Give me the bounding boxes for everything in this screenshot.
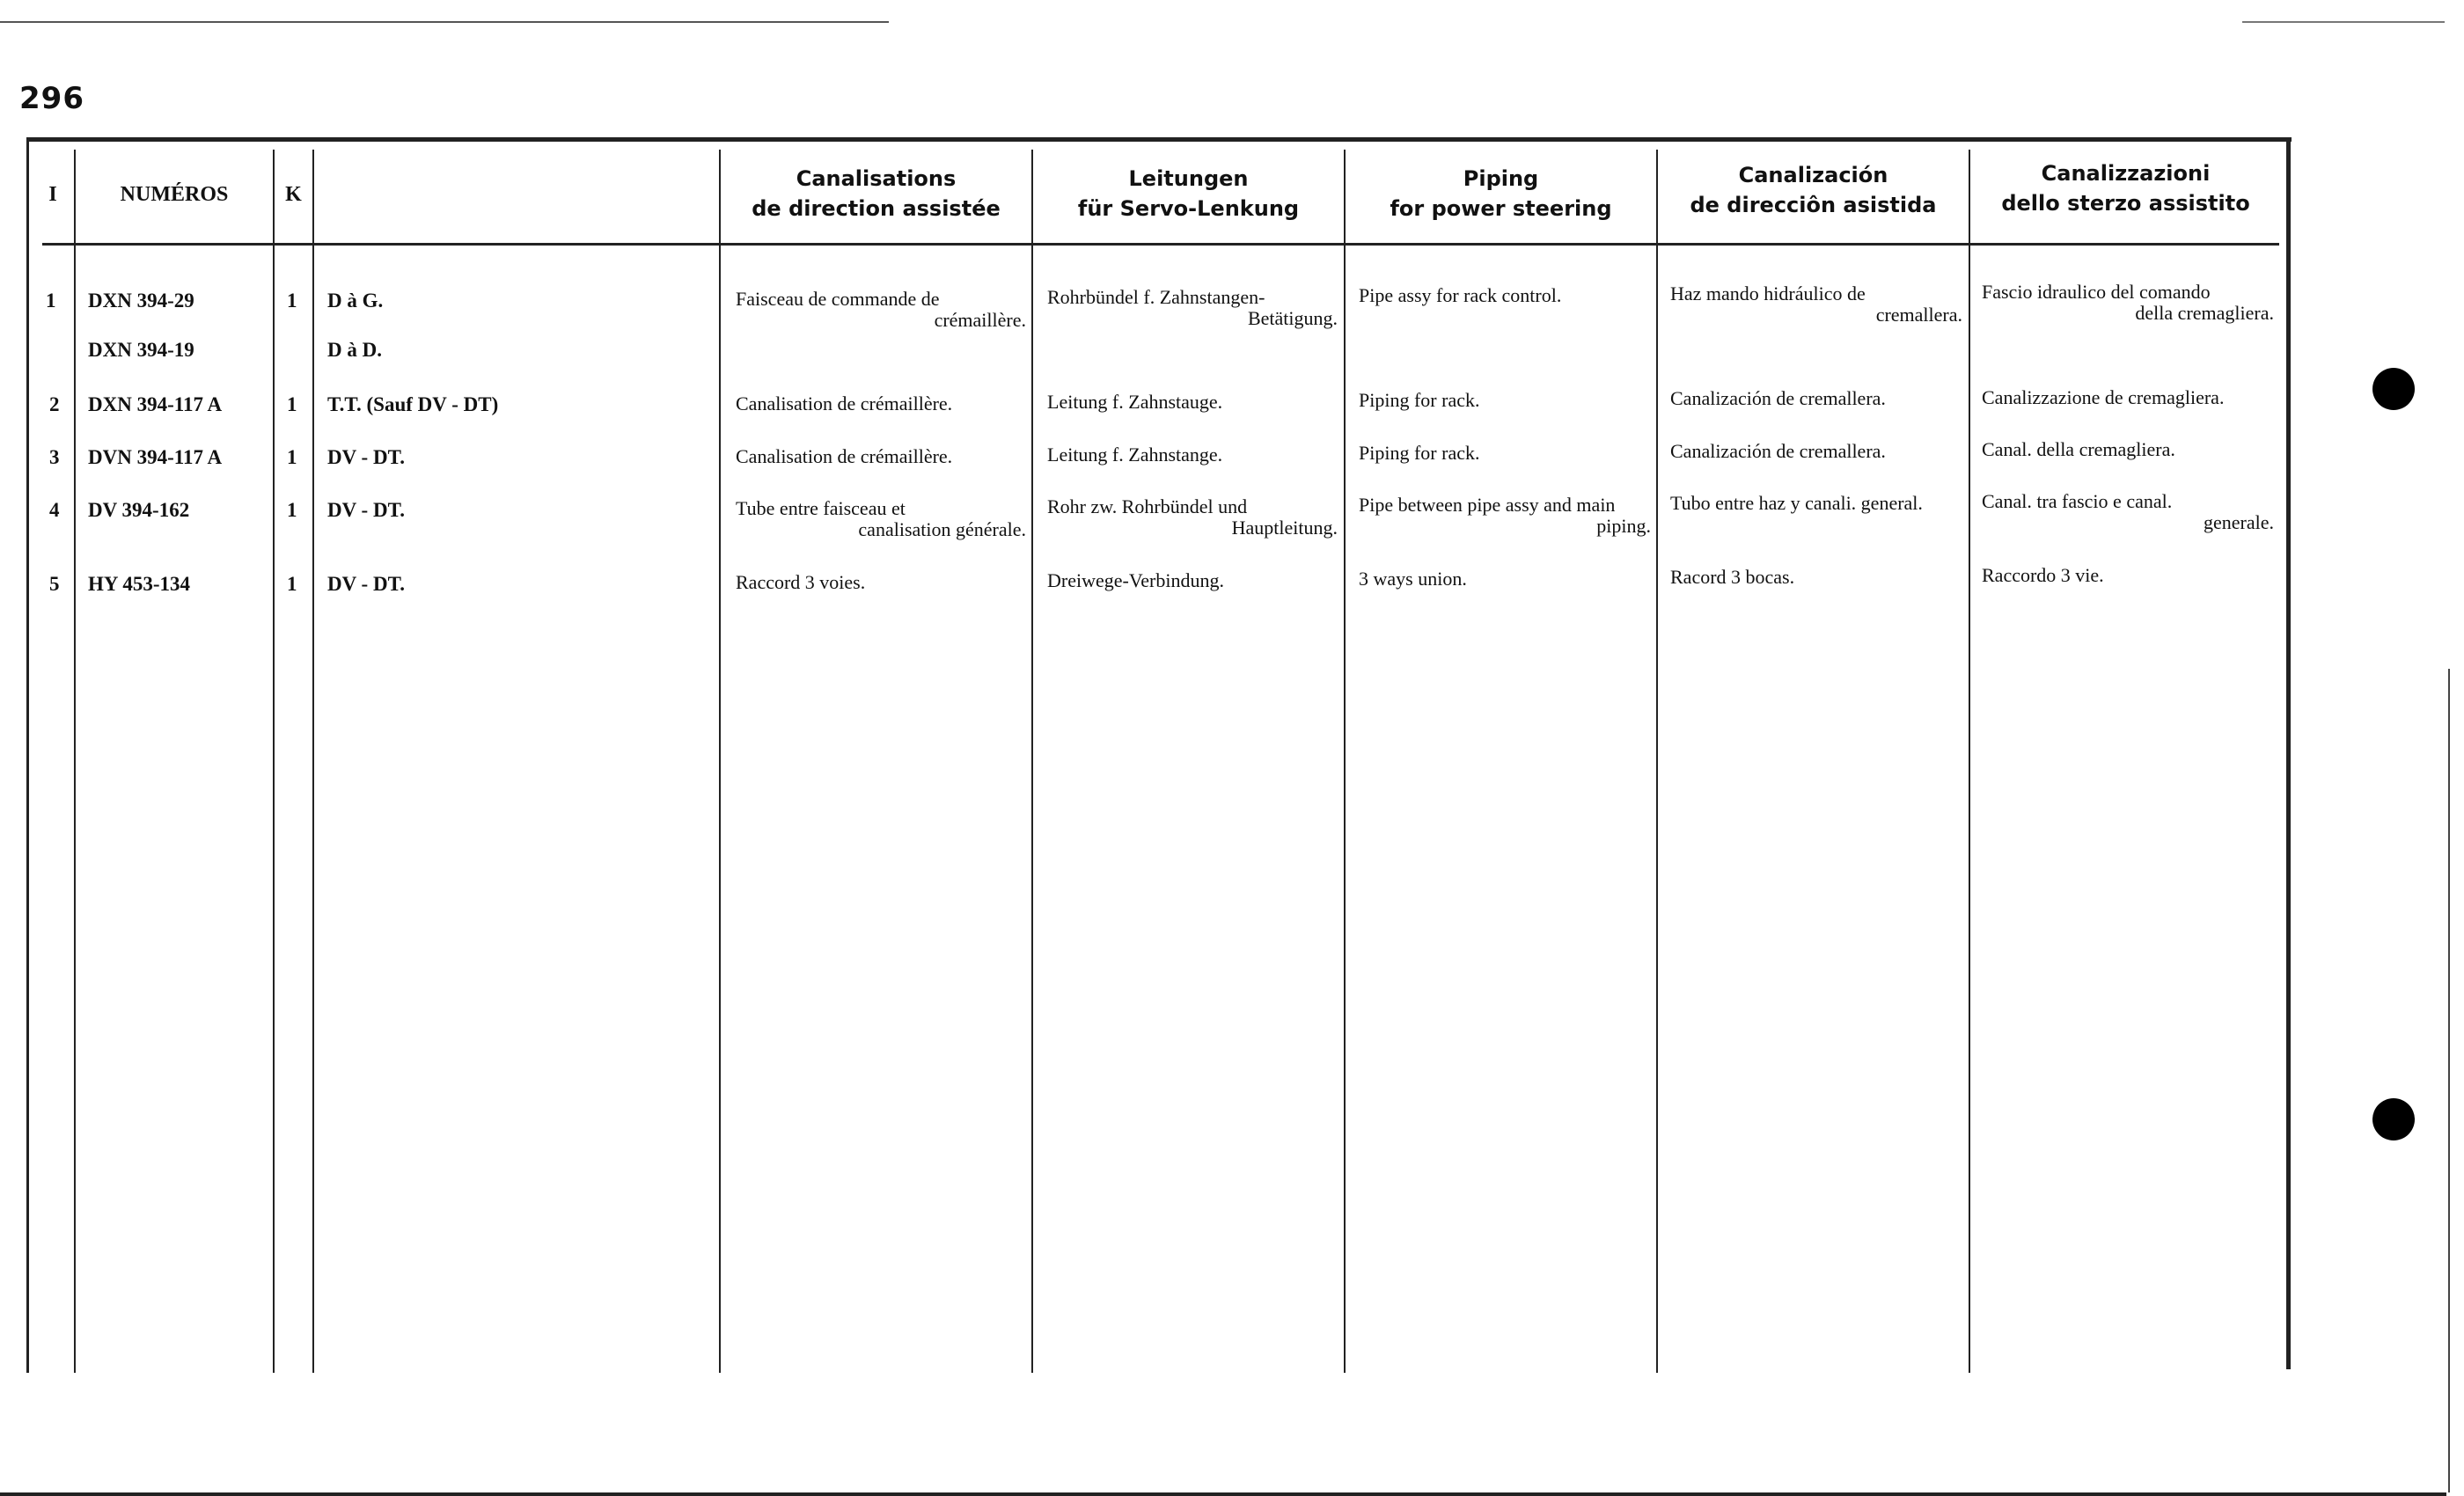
- desc-german: Leitung f. Zahnstauge.: [1047, 391, 1223, 413]
- row-qty: 1: [287, 446, 297, 468]
- desc-english: [1359, 285, 1649, 306]
- row-index: 5: [49, 573, 60, 595]
- desc-italian: [1982, 282, 2274, 324]
- table-right-border: [2286, 137, 2291, 1369]
- col-divider: [273, 150, 275, 1373]
- row-variant: T.T. (Sauf DV - DT): [327, 393, 499, 415]
- desc-spanish: Canalización de cremallera.: [1670, 387, 1886, 409]
- desc-line2: piping.: [1596, 515, 1651, 537]
- header-german-line2: für Servo-Lenkung: [1077, 196, 1300, 221]
- part-number: DXN 394-19: [88, 339, 194, 361]
- table-left-border: [26, 141, 29, 1373]
- desc-line1: Rohr zw. Rohrbündel und: [1047, 495, 1248, 517]
- top-rule-right: [2242, 21, 2445, 23]
- desc-line1: Pipe assy for rack control.: [1359, 284, 1562, 306]
- row-index: 1: [46, 290, 56, 312]
- row-qty: 1: [287, 393, 297, 415]
- punch-hole: [2372, 1098, 2415, 1140]
- part-number: DXN 394-117 A: [88, 393, 223, 415]
- row-variant: D à G.: [327, 290, 384, 312]
- desc-french: Raccord 3 voies.: [736, 571, 866, 593]
- header-french-line2: de direction assistée: [752, 196, 1001, 221]
- desc-german: [1047, 287, 1338, 329]
- desc-french: [736, 289, 1026, 331]
- col-divider: [1344, 150, 1346, 1373]
- desc-spanish: Racord 3 bocas.: [1670, 566, 1795, 588]
- header-french: [721, 164, 1031, 224]
- row-qty: 1: [287, 573, 297, 595]
- row-variant: DV - DT.: [327, 446, 405, 468]
- header-index: I: [48, 183, 57, 206]
- desc-line1: Faisceau de commande de: [736, 288, 940, 310]
- desc-line2: Betätigung.: [1247, 307, 1338, 329]
- right-edge-rule: [2448, 669, 2450, 1492]
- part-number: HY 453-134: [88, 573, 191, 595]
- desc-line1: Fascio idraulico del comando: [1982, 281, 2211, 303]
- col-divider: [719, 150, 721, 1373]
- part-number: DVN 394-117 A: [88, 446, 223, 468]
- header-english: [1346, 164, 1656, 224]
- header-italian-line2: dello sterzo assistito: [2001, 191, 2250, 216]
- part-number: DXN 394-29: [88, 290, 194, 312]
- col-divider: [312, 150, 314, 1373]
- desc-line1: Pipe between pipe assy and main: [1359, 494, 1616, 516]
- desc-french: Canalisation de crémaillère.: [736, 445, 953, 467]
- row-variant: DV - DT.: [327, 499, 405, 521]
- desc-english: 3 ways union.: [1359, 568, 1467, 590]
- col-divider: [74, 150, 76, 1373]
- desc-italian: Canal. della cremagliera.: [1982, 438, 2175, 460]
- header-french-line1: Canalisations: [796, 166, 957, 191]
- header-qty: K: [285, 183, 302, 206]
- table-top-border: [26, 137, 2292, 142]
- desc-spanish: Canalización de cremallera.: [1670, 440, 1886, 462]
- desc-german: Leitung f. Zahnstange.: [1047, 444, 1223, 466]
- header-english-line2: for power steering: [1390, 196, 1612, 221]
- desc-line2: canalisation générale.: [858, 518, 1026, 540]
- header-english-line1: Piping: [1463, 166, 1539, 191]
- part-number: DV 394-162: [88, 499, 190, 521]
- bottom-rule: [0, 1492, 2446, 1496]
- col-divider: [1969, 150, 1970, 1373]
- desc-italian: [1982, 491, 2274, 533]
- header-german: [1033, 164, 1344, 224]
- desc-german: Dreiwege-Verbindung.: [1047, 569, 1224, 591]
- row-variant: D à D.: [327, 339, 382, 361]
- desc-spanish: [1670, 283, 1962, 326]
- desc-italian: Raccordo 3 vie.: [1982, 564, 2104, 586]
- desc-line2: generale.: [2204, 511, 2274, 533]
- punch-hole: [2372, 368, 2415, 410]
- desc-french: Canalisation de crémaillère.: [736, 392, 953, 414]
- desc-french: [736, 498, 1026, 540]
- desc-italian: Canalizzazione de cremagliera.: [1982, 386, 2225, 408]
- page-number: 296: [19, 81, 84, 116]
- header-spanish: [1658, 160, 1969, 220]
- desc-line2: crémaillère.: [934, 309, 1026, 331]
- row-index: 3: [49, 446, 60, 468]
- desc-english: Piping for rack.: [1359, 389, 1480, 411]
- header-german-line1: Leitungen: [1128, 166, 1249, 191]
- desc-english: [1359, 495, 1651, 537]
- header-spanish-line2: de direcciôn asistida: [1690, 193, 1937, 217]
- desc-line1: Canal. tra fascio e canal.: [1982, 490, 2173, 512]
- desc-german: [1047, 496, 1338, 539]
- col-divider: [1656, 150, 1658, 1373]
- desc-line2: Hauptleitung.: [1231, 517, 1338, 539]
- desc-line1: Haz mando hidráulico de: [1670, 282, 1866, 304]
- header-italian: [1970, 158, 2281, 218]
- desc-spanish: Tubo entre haz y canali. general.: [1670, 492, 1923, 514]
- row-variant: DV - DT.: [327, 573, 405, 595]
- header-numbers: NUMÉROS: [120, 183, 229, 206]
- desc-line2: cremallera.: [1875, 304, 1962, 326]
- row-qty: 1: [287, 499, 297, 521]
- col-divider: [1031, 150, 1033, 1373]
- row-index: 4: [49, 499, 60, 521]
- desc-line1: Rohrbündel f. Zahnstangen-: [1047, 286, 1265, 308]
- desc-line2: della cremagliera.: [2135, 302, 2274, 324]
- row-qty: 1: [287, 290, 297, 312]
- header-separator: [42, 243, 2279, 246]
- top-rule: [0, 21, 889, 23]
- header-italian-line1: Canalizzazioni: [2041, 161, 2211, 186]
- row-index: 2: [49, 393, 60, 415]
- desc-line1: Tube entre faisceau et: [736, 497, 906, 519]
- header-spanish-line1: Canalización: [1738, 163, 1888, 187]
- desc-english: Piping for rack.: [1359, 442, 1480, 464]
